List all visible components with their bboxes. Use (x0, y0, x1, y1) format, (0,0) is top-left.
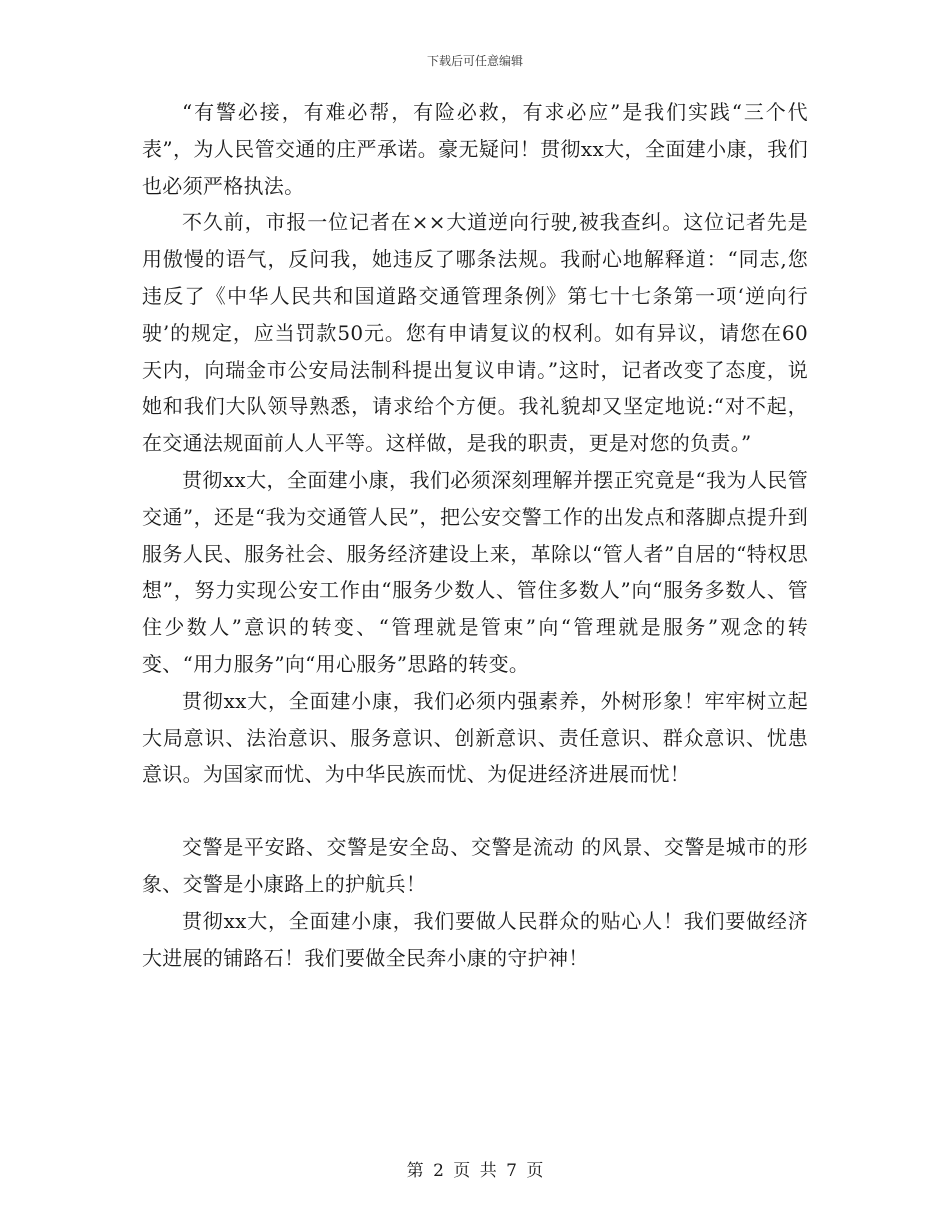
paragraph-6: 贯彻xx大，全面建小康，我们要做人民群众的贴心人！我们要做经济大进展的铺路石！我们要做全民奔小康的守护神！ (142, 908, 808, 970)
paragraph-2: 不久前，市报一位记者在××大道逆向行驶,被我查纠。这位记者先是用傲慢的语气，反问我，她违反了哪条法规。我耐心地解释道：“同志,您违反了《中华人民共和国道路交通管理条例》第七十七条第一项‘逆向行驶’的规定，应当罚款50元。您有申请复议的权利。如有异议，请您在60天内，向瑞金市公安局法制科提出复议申请。”这时，记者改变了态度，说她和我们大队领导熟悉，请求给个方便。我礼貌却又坚定地说:“对不起，在交通法规面前人人平等。这样做，是我的职责，更是对您的负责。” (142, 210, 808, 456)
paragraph-3: 贯彻xx大，全面建小康，我们必须深刻理解并摆正究竟是“我为人民管交通”，还是“我为交通管人民”，把公安交警工作的出发点和落脚点提升到服务人民、服务社会、服务经济建设上来，革除以“管人者”自居的“特权思想”，努力实现公安工作由“服务少数人、管住多数人”向“服务多数人、管住少数人”意识的转变、“管理就是管束”向“管理就是服务”观念的转变、“用力服务”向“用心服务”思路的转变。 (142, 467, 808, 676)
document-body (142, 94, 808, 976)
page-header-note: 下载后可任意编辑 (426, 54, 523, 68)
page-number-footer: 第 2 页 共 7 页 (406, 1161, 544, 1181)
paragraph-5: 交警是平安路、交警是安全岛、交警是流动 的风景、交警是城市的形象、交警是小康路上的护航兵！ (142, 835, 808, 896)
paragraph-1: “有警必接，有难必帮，有险必救，有求必应”是我们实践“三个代表”，为人民管交通的庄严承诺。豪无疑问！贯彻xx大，全面建小康，我们也必须严格执法。 (142, 100, 808, 198)
paragraph-4: 贯彻xx大，全面建小康，我们必须内强素养，外树形象！牢牢树立起大局意识、法治意识、服务意识、创新意识、责任意识、群众意识、忧患意识。为国家而忧、为中华民族而忧、为促进经济进展而忧！ (142, 688, 808, 787)
paragraph-gap (142, 793, 808, 829)
